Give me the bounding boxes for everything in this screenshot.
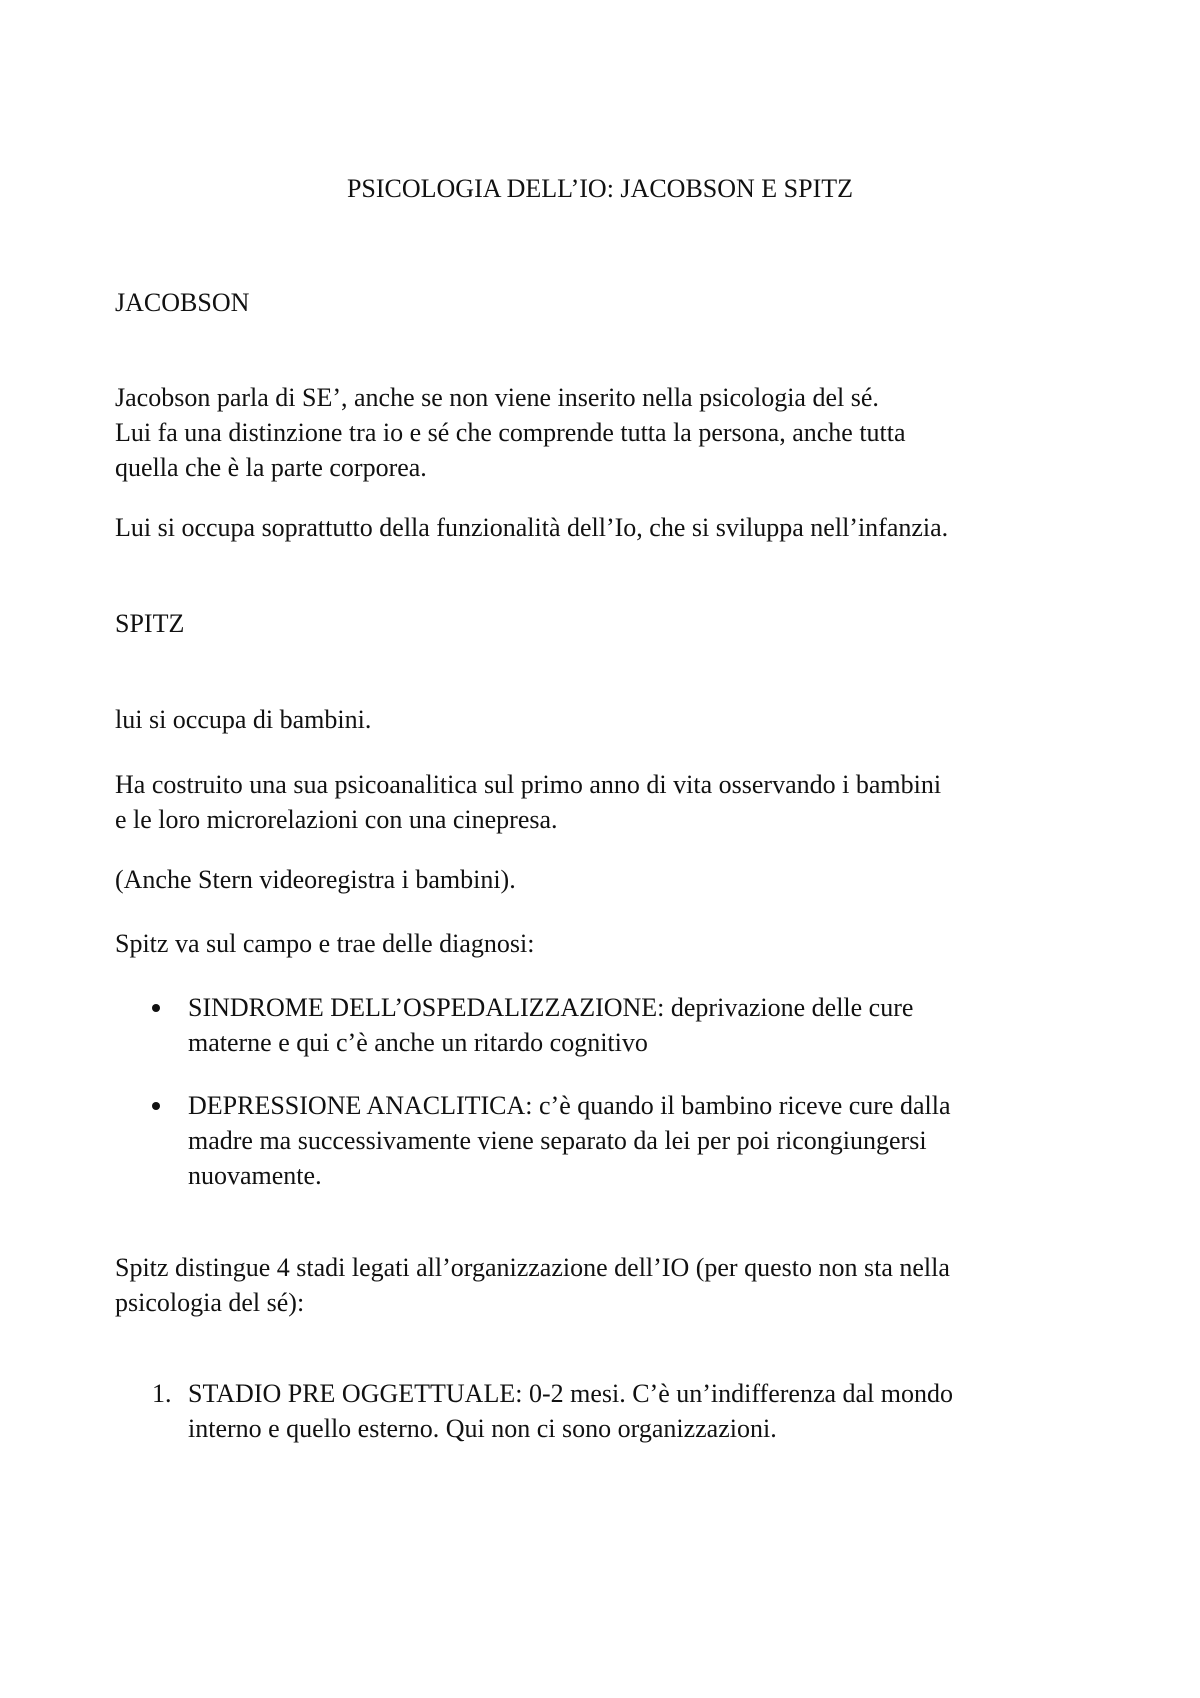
text-line: madre ma successivamente viene separato da lei per poi ricongiungersi: [188, 1126, 927, 1155]
text-line: materne e qui c’è anche un ritardo cognitivo: [188, 1028, 648, 1057]
text-line: nuovamente.: [188, 1161, 322, 1190]
jacobson-paragraph-1: [115, 380, 1105, 485]
text-line: SINDROME DELL’OSPEDALIZZAZIONE: deprivazione delle cure: [188, 993, 914, 1022]
jacobson-paragraph-2: Lui si occupa soprattutto della funzionalità dell’Io, che si sviluppa nell’infanzia.: [115, 513, 949, 542]
list-item: [115, 990, 1105, 1060]
text-line: Lui fa una distinzione tra io e sé che comprende tutta la persona, anche tutta: [115, 418, 906, 447]
text-line: Ha costruito una sua psicoanalitica sul primo anno di vita osservando i bambini: [115, 770, 942, 799]
section-heading-jacobson: JACOBSON: [115, 288, 250, 317]
text-line: e le loro microrelazioni con una cinepresa.: [115, 805, 558, 834]
document-title: PSICOLOGIA DELL’IO: JACOBSON E SPITZ: [346, 174, 854, 203]
list-item-text: [188, 1088, 1108, 1193]
bullet-icon: [152, 1004, 160, 1012]
spitz-paragraph-4: Spitz va sul campo e trae delle diagnosi:: [115, 929, 535, 958]
list-number: 1.: [152, 1379, 172, 1408]
text-line: Jacobson parla di SE’, anche se non viene inserito nella psicologia del sé.: [115, 383, 879, 412]
list-item-text: [188, 1376, 1108, 1446]
spitz-paragraph-3: (Anche Stern videoregistra i bambini).: [115, 865, 516, 894]
text-line: DEPRESSIONE ANACLITICA: c’è quando il bambino riceve cure dalla: [188, 1091, 951, 1120]
text-line: quella che è la parte corporea.: [115, 453, 427, 482]
numbered-list-item: [115, 1376, 1105, 1446]
spitz-paragraph-1: lui si occupa di bambini.: [115, 705, 372, 734]
bullet-icon: [152, 1102, 160, 1110]
spitz-paragraph-2: [115, 767, 1105, 837]
text-line: Spitz distingue 4 stadi legati all’organizzazione dell’IO (per questo non sta nella: [115, 1253, 950, 1282]
spitz-paragraph-5: [115, 1250, 1105, 1320]
list-item-text: [188, 990, 1108, 1060]
text-line: psicologia del sé):: [115, 1288, 305, 1317]
list-item: [115, 1088, 1105, 1193]
section-heading-spitz: SPITZ: [115, 609, 185, 638]
text-line: STADIO PRE OGGETTUALE: 0-2 mesi. C’è un’indifferenza dal mondo: [188, 1379, 954, 1408]
text-line: interno e quello esterno. Qui non ci sono organizzazioni.: [188, 1414, 777, 1443]
